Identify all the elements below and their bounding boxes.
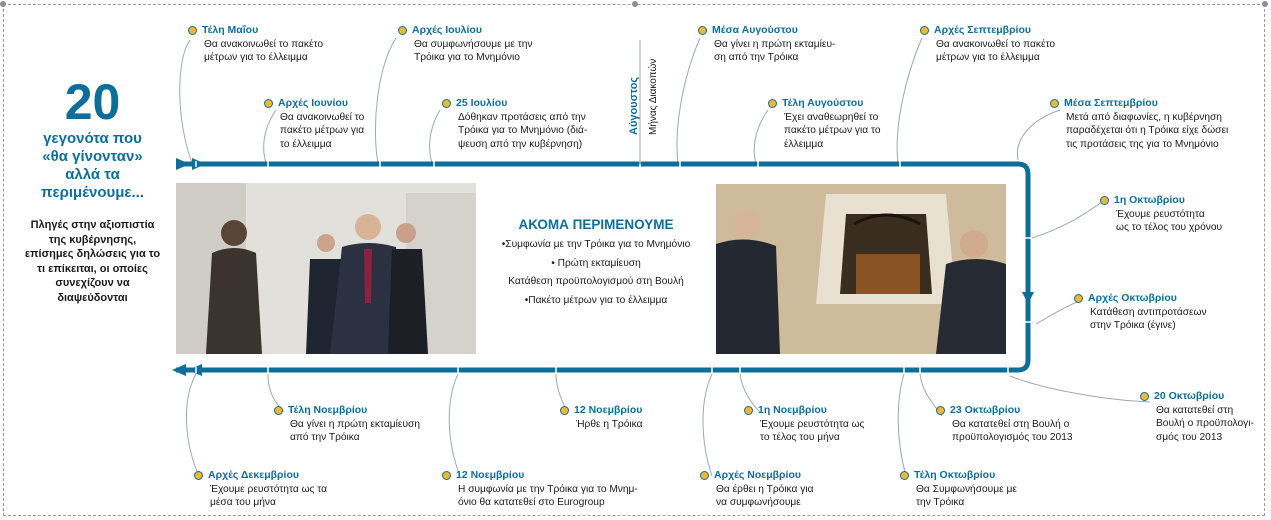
event-text: Έχουμε ρευστότητα ως το τέλος του μήνα <box>760 418 865 443</box>
still-waiting-title: ΑΚΟΜΑ ΠΕΡΙΜΕΝΟΥΜΕ <box>518 217 674 232</box>
event-text: Θα ανακοινωθεί το πακέτο μέτρων για το έλλειμμα <box>204 38 324 63</box>
event-late-october <box>916 469 1017 510</box>
event-date: 12 Νοεμβρίου <box>456 469 525 481</box>
timeline-dot-icon <box>1050 99 1059 108</box>
event-early-december <box>210 469 327 510</box>
event-late-august <box>784 97 881 151</box>
event-1-october <box>1116 194 1222 235</box>
event-date: Τέλη Οκτωβρίου <box>914 469 996 481</box>
still-waiting-item: Κατάθεση προϋπολογισμού στη Βουλή <box>508 276 684 287</box>
event-text: Θα συμφωνήσουμε με την Τρόικα για το Μνημόνιο <box>414 38 533 63</box>
event-date: Τέλη Αυγούστου <box>782 97 864 109</box>
event-date: Αρχές Νοεμβρίου <box>714 469 801 481</box>
event-text: Θα έρθει η Τρόικα για να συμφωνήσουμε <box>716 483 814 508</box>
description-line: διαψεύδονται <box>57 291 128 304</box>
timeline-dot-icon <box>442 471 451 480</box>
photo-troika-delegation <box>176 183 476 354</box>
timeline-dot-icon <box>398 26 407 35</box>
event-count: 20 <box>64 74 121 130</box>
event-late-may <box>204 24 323 65</box>
timeline-dot-icon <box>560 406 569 415</box>
event-early-june <box>280 97 364 151</box>
intro-subtitle <box>20 130 165 202</box>
event-text: Θα γίνει η πρώτη εκταμίευ- ση από την Τρόικα <box>714 38 836 63</box>
intro-block <box>20 74 165 305</box>
event-text: Θα κατατεθεί στη Βουλή ο προϋπολογι- σμός του 2013 <box>1156 404 1254 443</box>
still-waiting-box <box>486 217 706 310</box>
event-text: Ήρθε η Τρόικα <box>576 418 643 430</box>
event-date: Μέσα Σεπτεμβρίου <box>1064 97 1158 109</box>
description-line: Πληγές στην αξιοπιστία <box>30 219 155 231</box>
event-23-october <box>952 404 1073 445</box>
timeline-dot-icon <box>1140 392 1149 401</box>
event-date: Αρχές Ιουνίου <box>278 97 348 109</box>
event-late-november <box>290 404 420 445</box>
subtitle-line: «θα γίνονταν» <box>42 148 143 165</box>
timeline-dot-icon <box>1074 294 1083 303</box>
event-date: Αρχές Δεκεμβρίου <box>208 469 299 481</box>
august-note: Μήνας Διακοπών <box>648 58 659 135</box>
event-date: Τέλη Νοεμβρίου <box>288 404 368 416</box>
timeline-dot-icon <box>700 471 709 480</box>
event-text: Έχει αναθεωρηθεί το πακέτο μέτρων για το έλλειμμα <box>784 111 881 150</box>
event-12-november-eurogroup <box>458 469 638 510</box>
event-early-september <box>936 24 1055 65</box>
timeline-dot-icon <box>274 406 283 415</box>
description-line: επίσημες δηλώσεις για το <box>24 248 161 260</box>
event-text: Μετά από διαφωνίες, η κυβέρνηση παραδέχεται ότι η Τρόικα είχε δώσει τις προτάσεις της για το Μνημόνιο <box>1066 111 1229 150</box>
event-date: Τέλη Μαΐου <box>202 24 259 36</box>
event-text: Θα ανακοινωθεί το πακέτο μέτρων για το έλλειμμα <box>936 38 1056 63</box>
subtitle-line: αλλά τα <box>65 166 120 183</box>
timeline-dot-icon <box>188 26 197 35</box>
event-mid-september <box>1066 97 1228 151</box>
event-early-october <box>1090 292 1207 333</box>
timeline-dot-icon <box>900 471 909 480</box>
timeline-dot-icon <box>768 99 777 108</box>
event-12-november-arrival <box>576 404 643 431</box>
still-waiting-item: • Πρώτη εκταμίευση <box>551 257 641 269</box>
event-text: Δόθηκαν προτάσεις από την Τρόικα για το Μνημόνιο (διά- ψευση από την κυβέρνηση) <box>458 111 588 150</box>
event-text: Κατάθεση αντιπροτάσεων στην Τρόικα (έγινε) <box>1090 306 1207 331</box>
event-date: Μέσα Αυγούστου <box>712 24 798 36</box>
timeline-dot-icon <box>442 99 451 108</box>
timeline-dot-icon <box>264 99 273 108</box>
subtitle-line: γεγονότα που <box>43 130 142 147</box>
timeline-dot-icon <box>1100 196 1109 205</box>
description-line: της κυβέρνησης, <box>48 233 137 246</box>
event-date: Αρχές Σεπτεμβρίου <box>934 24 1032 36</box>
event-text: Θα γίνει η πρώτη εκταμίευση από την Τρόικα <box>290 418 420 443</box>
event-date: Αρχές Ιουλίου <box>412 24 482 36</box>
timeline-dot-icon <box>698 26 707 35</box>
event-date: 25 Ιουλίου <box>456 97 508 109</box>
event-25-july <box>458 97 587 151</box>
timeline-dot-icon <box>936 406 945 415</box>
event-early-july <box>414 24 533 65</box>
timeline-dot-icon <box>744 406 753 415</box>
subtitle-line: περιμένουμε... <box>40 184 145 201</box>
event-text: Θα κατατεθεί στη Βουλή ο προϋπολογισμός του 2013 <box>952 418 1073 443</box>
timeline-dot-icon <box>194 471 203 480</box>
event-date: 23 Οκτωβρίου <box>950 404 1021 416</box>
event-mid-august <box>714 24 835 65</box>
event-text: Έχουμε ρευστότητα ως τα μέσα του μήνα <box>210 483 328 508</box>
event-text: Έχουμε ρευστότητα ως το τέλος του χρόνου <box>1116 208 1223 233</box>
still-waiting-item: •Πακέτο μέτρων για το έλλειμμα <box>524 294 668 306</box>
event-text: Θα ανακοινωθεί το πακέτο μέτρων για το έλλειμμα <box>280 111 365 150</box>
event-date: 20 Οκτωβρίου <box>1154 390 1225 402</box>
intro-description <box>20 218 165 305</box>
event-date: 1η Οκτωβρίου <box>1114 194 1185 206</box>
description-line: τι επίκειται, οι οποίες <box>37 262 148 275</box>
event-text: Η συμφωνία με την Τρόικα για το Μνημ- όνιο θα κατατεθεί στο Eurogroup <box>458 483 638 508</box>
event-date: Αρχές Οκτωβρίου <box>1088 292 1177 304</box>
timeline-dot-icon <box>920 26 929 35</box>
description-line: συνεχίζουν να <box>55 277 130 289</box>
event-1-november <box>760 404 864 445</box>
event-20-october <box>1156 390 1254 444</box>
august-month-label: Αύγουστος <box>628 76 640 135</box>
event-date: 1η Νοεμβρίου <box>758 404 827 416</box>
photo-leaders-meeting <box>716 184 1006 354</box>
event-text: Θα Συμφωνήσουμε με την Τρόικα <box>916 483 1017 508</box>
still-waiting-item: •Συμφωνία με την Τρόικα για το Μνημόνιο <box>501 239 691 250</box>
event-date: 12 Νοεμβρίου <box>574 404 643 416</box>
event-early-november <box>716 469 813 510</box>
